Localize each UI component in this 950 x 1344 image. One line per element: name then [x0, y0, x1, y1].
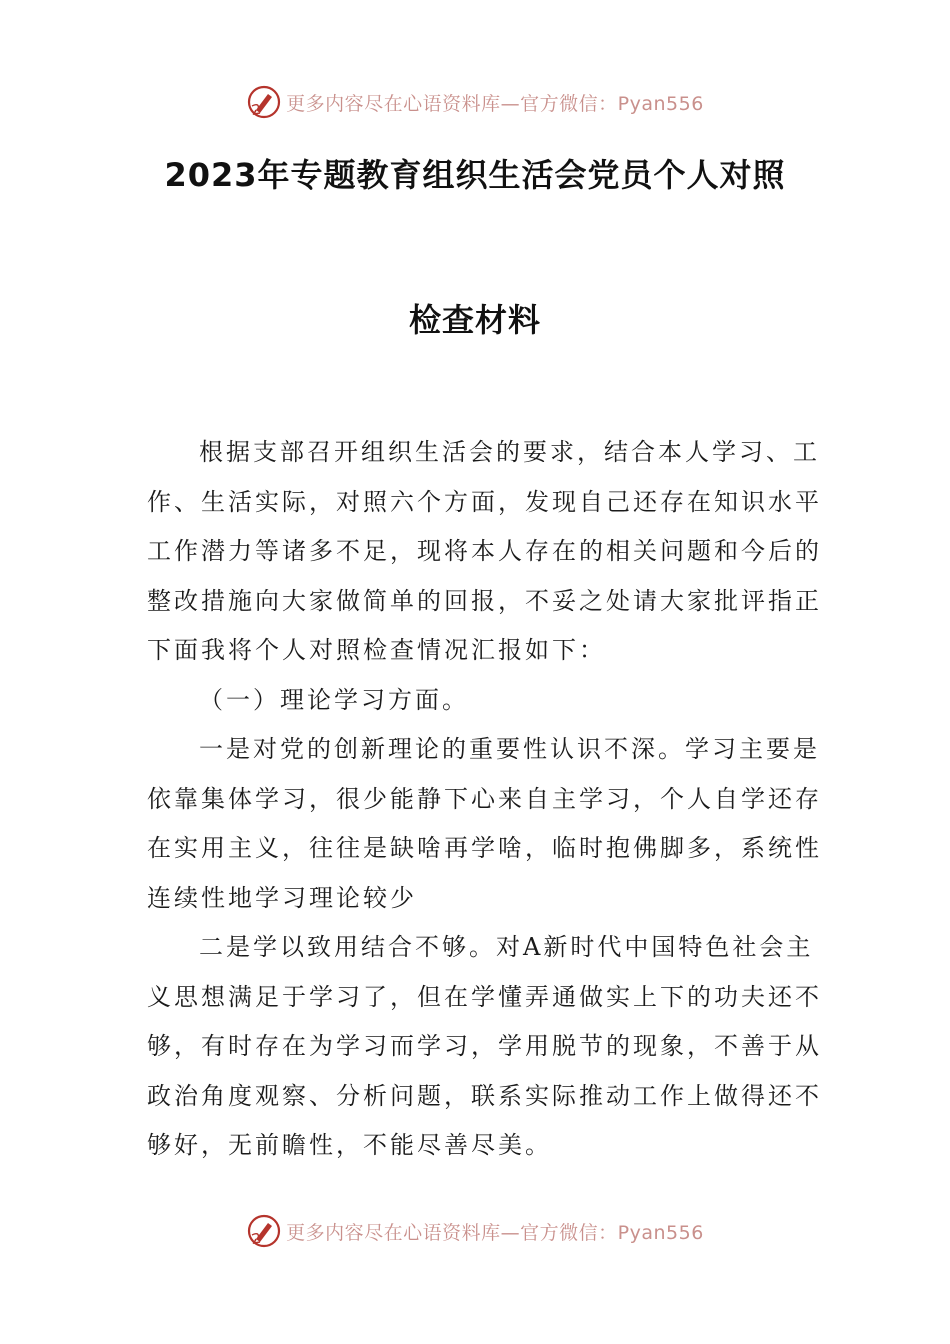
watermark-text: 更多内容尽在心语资料库—官方微信：Pyan556 — [286, 92, 704, 115]
body-line: 根据支部召开组织生活会的要求，结合本人学习、工 — [199, 438, 820, 466]
body-line: 依靠集体学习，很少能静下心来自主学习，个人自学还存 — [147, 784, 822, 813]
body-line: 够好，无前瞻性，不能尽善尽美。 — [147, 1131, 552, 1159]
body-line: 下面我将个人对照检查情况汇报如下： — [147, 636, 606, 664]
body-line: 义思想满足于学习了，但在学懂弄通做实上下的功夫还不 — [147, 982, 822, 1011]
document-title-line1: 2023年专题教育组织生活会党员个人对照 — [164, 156, 786, 194]
watermark-banner-bottom — [0, 1211, 950, 1251]
watermark-banner-top — [0, 82, 950, 122]
body-line: 够，有时存在为学习而学习，学用脱节的现象，不善于从 — [147, 1032, 822, 1060]
pen-logo-icon — [246, 84, 282, 120]
body-line: 政治角度观察、分析问题，联系实际推动工作上做得还不 — [147, 1081, 822, 1110]
pen-logo-icon — [246, 1213, 282, 1249]
section-heading: （一）理论学习方面。 — [199, 685, 469, 714]
body-line: 作、生活实际，对照六个方面，发现自己还存在知识水平 — [147, 487, 822, 516]
body-line: 整改措施向大家做简单的回报，不妥之处请大家批评指正 — [147, 586, 822, 615]
body-line: 在实用主义，往往是缺啥再学啥，临时抱佛脚多，系统性 — [147, 834, 822, 862]
body-line: 一是对党的创新理论的重要性认识不深。学习主要是 — [199, 735, 820, 763]
document-body — [147, 428, 822, 1171]
body-line: 工作潜力等诸多不足，现将本人存在的相关问题和今后的 — [147, 537, 822, 565]
document-title-line2: 检查材料 — [408, 301, 541, 339]
watermark-text: 更多内容尽在心语资料库—官方微信：Pyan556 — [286, 1221, 704, 1244]
body-line: 二是学以致用结合不够。对A新时代中国特色社会主 — [199, 933, 814, 961]
body-line: 连续性地学习理论较少 — [147, 883, 417, 912]
